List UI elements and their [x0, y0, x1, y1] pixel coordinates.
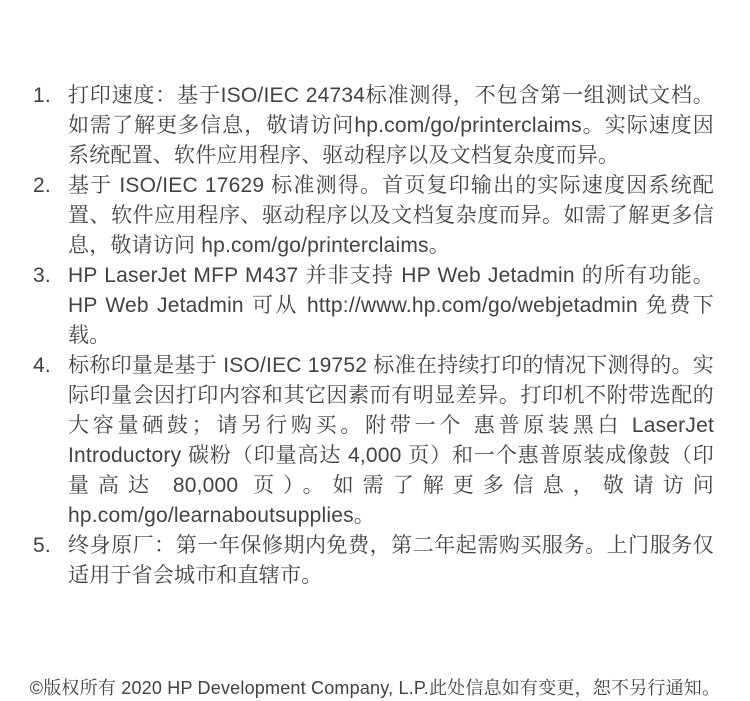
footnote-text-3: HP LaserJet MFP M437 并非支持 HP Web Jetadmin 的所有功能。HP Web Jetadmin 可从 http://www.hp.com/go/webjetadmin 免费下载。 — [68, 264, 714, 347]
footnote-number-5: 5. — [33, 534, 51, 557]
footnote-item-5 — [33, 531, 714, 591]
footnote-text-2: 基于 ISO/IEC 17629 标准测得。首页复印输出的实际速度因系统配置、软件应用程序、驱动程序以及文档复杂度而异。如需了解更多信息，敬请访问 hp.com/go/printerclaims。 — [68, 174, 714, 257]
footnote-number-1: 1. — [33, 84, 51, 107]
footnote-item-1 — [33, 81, 714, 171]
footnote-item-3 — [33, 261, 714, 351]
footnote-number-2: 2. — [33, 174, 51, 197]
footnote-text-4: 标称印量是基于 ISO/IEC 19752 标准在持续打印的情况下测得的。实际印量会因打印内容和其它因素而有明显差异。打印机不附带选配的大容量硒鼓；请另行购买。附带一个 惠普原装黑白 LaserJet Introductory 碳粉（印量高达 4,000 页）和一个惠普原装成像鼓（印量高达 80,000 页）。如需了解更多信息，敬请访问hp.com/go/learnaboutsupplies。 — [68, 354, 714, 527]
footnotes-list — [33, 81, 714, 591]
copyright-line: ©版权所有 2020 HP Development Company, L.P.此处信息如有变更，恕不另行通知。 — [29, 678, 721, 698]
footnote-text-1: 打印速度：基于ISO/IEC 24734标准测得，不包含第一组测试文档。如需了解更多信息，敬请访问hp.com/go/printerclaims。实际速度因系统配置、软件应用程序、驱动程序以及文档复杂度而异。 — [68, 84, 714, 167]
footnote-text-5: 终身原厂：第一年保修期内免费，第二年起需购买服务。上门服务仅适用于省会城市和直辖市。 — [68, 534, 714, 587]
footnote-number-4: 4. — [33, 354, 51, 377]
footnote-number-3: 3. — [33, 264, 51, 287]
footnote-item-2 — [33, 171, 714, 261]
footnote-item-4 — [33, 351, 714, 531]
